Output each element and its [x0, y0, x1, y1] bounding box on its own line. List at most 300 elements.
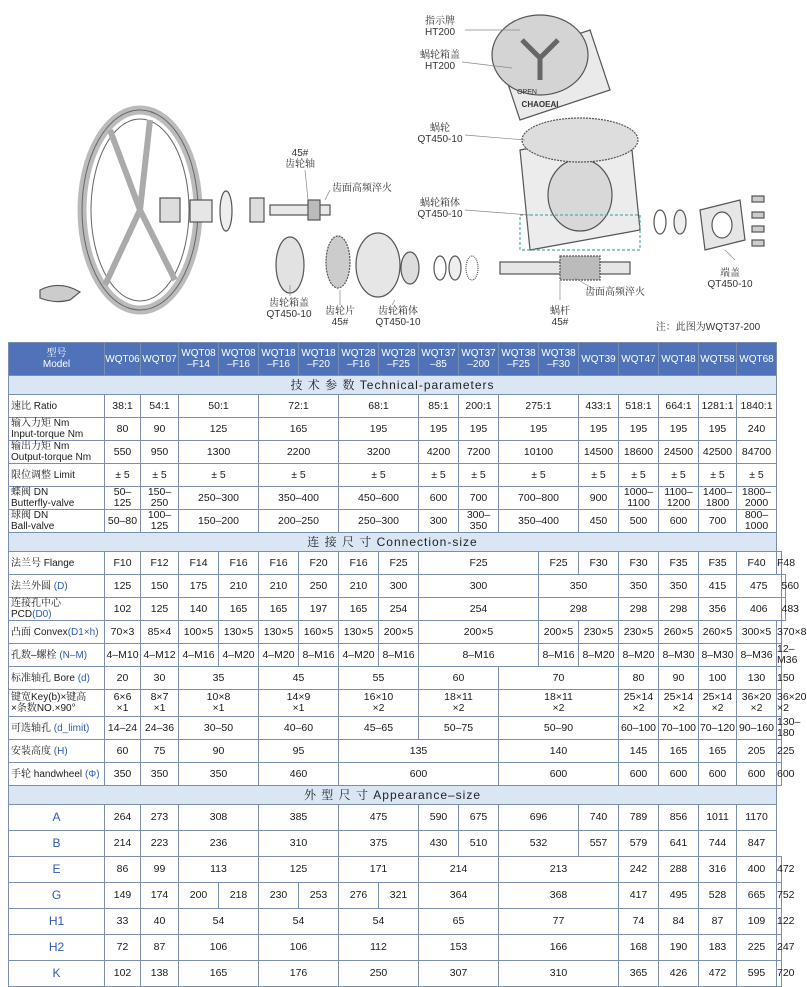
label-quench-2: 齿面高频淬火 [585, 287, 645, 298]
gear-plate-part [326, 236, 350, 288]
cell: 600 [659, 510, 699, 533]
cell: 789 [619, 805, 659, 831]
cell: 430 [419, 831, 459, 857]
cell: 4–M10 [105, 644, 141, 667]
cell: 54 [259, 909, 339, 935]
row-label: 球阀 DN Ball-valve [9, 510, 105, 533]
cell: 150 [141, 575, 179, 598]
cell: F35 [659, 552, 699, 575]
cell: 518:1 [619, 395, 659, 418]
header-cell: WQT58 [699, 343, 737, 376]
cell: 950 [141, 441, 179, 464]
cell: 600 [499, 763, 619, 786]
cell: 54 [179, 909, 259, 935]
label-symbol: (D1×h) [67, 626, 99, 638]
cell: 250 [339, 961, 419, 987]
cell: ± 5 [141, 464, 179, 487]
section-title: 外 型 尺 寸 Appearance–size [9, 786, 777, 805]
cell: 223 [141, 831, 179, 857]
cell: 406 [737, 598, 782, 621]
section-title: 连 接 尺 寸 Connection-size [9, 533, 777, 552]
cell: 38:1 [105, 395, 141, 418]
cell: 50–90 [499, 717, 619, 740]
row-bolt [9, 644, 786, 667]
cell: 300 [379, 575, 419, 598]
header-cell: WQT37 –200 [459, 343, 499, 376]
cell: 590 [419, 805, 459, 831]
row-label: 输出力矩 Nm Output-torque Nm [9, 441, 105, 464]
cell: 102 [105, 598, 141, 621]
label-worm-cover-en: HT200 [424, 61, 456, 72]
cell: 230 [259, 883, 299, 909]
cell: 90 [179, 740, 259, 763]
cell: 70–100 [659, 717, 699, 740]
cell: 740 [579, 805, 619, 831]
cell: 153 [419, 935, 499, 961]
cell: 600 [737, 763, 777, 786]
row-output-torque [9, 441, 786, 464]
header-cell: WQT39 [579, 343, 619, 376]
cell: 165 [699, 740, 737, 763]
cell: 744 [699, 831, 737, 857]
cell: 752 [777, 883, 782, 909]
cell: 195 [339, 418, 419, 441]
cell: 42500 [699, 441, 737, 464]
cell: F25 [379, 552, 419, 575]
label-text: 凸面 Convex [11, 626, 68, 638]
cell: 8–M16 [299, 644, 339, 667]
exploded-view-diagram [0, 0, 790, 340]
cell: 195 [459, 418, 499, 441]
cell: F48 [777, 552, 782, 575]
cell: 36×20 ×2 [777, 690, 782, 717]
label-symbol: (d_limit) [53, 722, 90, 734]
cell: 230×5 [619, 621, 659, 644]
row-label: H1 [9, 909, 105, 935]
cell: 6×6 ×1 [105, 690, 141, 717]
section-title: 技 术 参 数 Technical-parameters [9, 376, 777, 395]
label-gear-cover-en: QT450-10 [266, 309, 312, 320]
cell: 450–600 [339, 487, 419, 510]
label-worm-en: 45# [551, 317, 569, 328]
cell: 300 [419, 575, 539, 598]
cell: 160×5 [299, 621, 339, 644]
cell: ± 5 [659, 464, 699, 487]
cell: 8–M20 [619, 644, 659, 667]
row-B [9, 831, 786, 857]
cell: 150–200 [179, 510, 259, 533]
label-indicator-cn: 指示牌 [425, 16, 455, 27]
cell: 475 [737, 575, 782, 598]
brand-text: CHAOEAI [521, 100, 559, 109]
cell: 3200 [339, 441, 419, 464]
cell: 415 [699, 575, 737, 598]
cell: 112 [339, 935, 419, 961]
cell: 510 [459, 831, 499, 857]
cell: 10×8 ×1 [179, 690, 259, 717]
row-label [9, 575, 105, 598]
row-bore [9, 667, 786, 690]
row-label: 速比 Ratio [9, 395, 105, 418]
cell: 109 [737, 909, 777, 935]
cell: 25×14 ×2 [619, 690, 659, 717]
cell: F14 [179, 552, 219, 575]
row-K [9, 961, 786, 987]
cell: 230×5 [579, 621, 619, 644]
cell: 130×5 [339, 621, 379, 644]
cell: 350 [105, 763, 141, 786]
cell: ± 5 [105, 464, 141, 487]
cell: 165 [259, 598, 299, 621]
cell: 80 [105, 418, 141, 441]
cell: 276 [339, 883, 379, 909]
cell: 8–M16 [379, 644, 419, 667]
row-label: A [9, 805, 105, 831]
cell: 50–75 [419, 717, 499, 740]
cell: 433:1 [579, 395, 619, 418]
row-limit [9, 464, 786, 487]
cell: ± 5 [499, 464, 579, 487]
cell: 84 [659, 909, 699, 935]
cell: ± 5 [339, 464, 419, 487]
cell: 100×5 [179, 621, 219, 644]
cell: 14–24 [105, 717, 141, 740]
cell: F30 [579, 552, 619, 575]
cell: 145 [619, 740, 659, 763]
row-flange-od [9, 575, 786, 598]
label-symbol: (d) [77, 672, 90, 684]
label-worm-wheel-cn: 蜗轮 [430, 123, 450, 134]
row-height [9, 740, 786, 763]
cell: 675 [459, 805, 499, 831]
cell: 300– 350 [459, 510, 499, 533]
cell: 8–M36 [737, 644, 777, 667]
row-key [9, 690, 786, 717]
cell: F25 [539, 552, 579, 575]
label-worm-wheel-en: QT450-10 [417, 134, 463, 145]
cell: 236 [179, 831, 259, 857]
cell: 700 [459, 487, 499, 510]
label-gear-plate-en: 45# [331, 317, 349, 328]
cell: 8–M30 [699, 644, 737, 667]
cell: 74 [619, 909, 659, 935]
label-text: 法兰外圆 [11, 580, 54, 592]
cell: 664:1 [659, 395, 699, 418]
cell: 472 [699, 961, 737, 987]
label-quench-1: 齿面高频淬火 [332, 183, 392, 194]
cell: 300 [419, 510, 459, 533]
cell: 165 [659, 740, 699, 763]
row-label [9, 598, 105, 621]
cell: 14×9 ×1 [259, 690, 339, 717]
header-cell: WQT18 –F20 [299, 343, 339, 376]
cell: 90 [141, 418, 179, 441]
cell: 8–M30 [659, 644, 699, 667]
cell: 130–180 [777, 716, 801, 739]
cell: 253 [299, 883, 339, 909]
cell: 900 [579, 487, 619, 510]
cell: 210 [259, 575, 299, 598]
cell: ± 5 [179, 464, 259, 487]
cell: 800– 1000 [737, 510, 777, 533]
row-label: E [9, 857, 105, 883]
cell: 130 [737, 667, 777, 690]
gear-shaft-part [270, 205, 330, 215]
cell: 50–80 [105, 510, 141, 533]
cell: 18×11 ×2 [419, 690, 499, 717]
cell: 100 [699, 667, 737, 690]
cell: 600 [619, 763, 659, 786]
cell: 25×14 ×2 [699, 690, 737, 717]
cell: 70 [499, 667, 619, 690]
cell: 210 [339, 575, 379, 598]
header-cell: WQT37 –85 [419, 343, 459, 376]
cell: 24500 [659, 441, 699, 464]
row-H2 [9, 935, 786, 961]
cell: 1400– 1800 [699, 487, 737, 510]
cell: 275:1 [499, 395, 579, 418]
row-dlimit [9, 717, 786, 740]
cell: 264 [105, 805, 141, 831]
cell: 87 [699, 909, 737, 935]
cell: 168 [619, 935, 659, 961]
header-cell: WQT38 –F30 [539, 343, 579, 376]
cell: 316 [699, 857, 737, 883]
cell: 50:1 [179, 395, 259, 418]
cell: 45–65 [339, 717, 419, 740]
cell: 4–M20 [339, 644, 379, 667]
header-row [9, 343, 786, 376]
label-worm-box-en: QT450-10 [417, 209, 463, 220]
cell: 113 [179, 857, 259, 883]
cell: F30 [619, 552, 659, 575]
label-text: 手轮 handwheel [11, 768, 85, 780]
cell: 54 [339, 909, 419, 935]
cell: 200–250 [259, 510, 339, 533]
cell: 86 [105, 857, 141, 883]
cell: 365 [619, 961, 659, 987]
cell: 174 [141, 883, 179, 909]
cell: 4–M20 [259, 644, 299, 667]
cell: F35 [699, 552, 737, 575]
label-text: 可选轴孔 [11, 722, 54, 734]
cell: 150 [777, 667, 782, 690]
gear-box-part [356, 233, 400, 297]
cell: 1840:1 [737, 395, 777, 418]
row-label: 法兰号 Flange [9, 552, 105, 575]
cell: 197 [299, 598, 339, 621]
row-label: 蝶阀 DN Butterfly-valve [9, 487, 105, 510]
label-symbol: (D0) [32, 609, 52, 620]
cell: 90–160 [737, 717, 777, 740]
cell: 460 [259, 763, 339, 786]
cell: 80 [619, 667, 659, 690]
cell: 250–300 [179, 487, 259, 510]
header-cell: WQT28 –F16 [339, 343, 379, 376]
cell: 33 [105, 909, 141, 935]
cell: ± 5 [699, 464, 737, 487]
cell: 350 [659, 575, 699, 598]
cell: 1100– 1200 [659, 487, 699, 510]
row-label [9, 763, 105, 786]
cell: 600 [777, 763, 782, 786]
cell: 213 [499, 857, 619, 883]
label-symbol: (H) [53, 745, 68, 757]
row-label: K [9, 961, 105, 987]
row-label [9, 717, 105, 740]
cell: 84700 [737, 441, 777, 464]
cell: 85×4 [141, 621, 179, 644]
cell: 532 [499, 831, 579, 857]
label-text: 连接孔中心 PCD [11, 598, 61, 620]
cell: 100– 125 [141, 510, 179, 533]
cell: 696 [499, 805, 579, 831]
cell: 847 [737, 831, 777, 857]
cell: 254 [419, 598, 539, 621]
cell: F20 [299, 552, 339, 575]
cell: 579 [619, 831, 659, 857]
cell: 260×5 [659, 621, 699, 644]
section-technical [9, 376, 786, 395]
header-cell: WQT38 –F25 [499, 343, 539, 376]
open-text: OPEN [517, 89, 537, 96]
spec-table-container [8, 342, 807, 987]
cell: 856 [659, 805, 699, 831]
cell: 8–M16 [419, 644, 539, 667]
cell: 310 [499, 961, 619, 987]
cell: 700 [699, 510, 737, 533]
cell: 368 [499, 883, 619, 909]
cell: 195 [619, 418, 659, 441]
cell: 200×5 [419, 621, 539, 644]
cell: 310 [259, 831, 339, 857]
row-A [9, 805, 786, 831]
cell: 350 [619, 575, 659, 598]
cell: 195 [699, 418, 737, 441]
cell: 14500 [579, 441, 619, 464]
cell: 375 [339, 831, 419, 857]
cell: 450 [579, 510, 619, 533]
header-cell: WQT47 [619, 343, 659, 376]
handwheel-knob [40, 285, 80, 301]
row-convex [9, 621, 786, 644]
cell: 364 [419, 883, 499, 909]
header-cell: WQT08 –F16 [219, 343, 259, 376]
cell: 2200 [259, 441, 339, 464]
cell: 106 [259, 935, 339, 961]
cell: 166 [499, 935, 619, 961]
cell: 1000– 1100 [619, 487, 659, 510]
cell: 247 [777, 935, 782, 961]
cell: 472 [777, 857, 782, 883]
gear-cover-part [276, 237, 304, 293]
label-symbol: (Φ) [84, 768, 100, 780]
cell: 1281:1 [699, 395, 737, 418]
cell: 72:1 [259, 395, 339, 418]
row-pcd [9, 598, 786, 621]
cell: 35 [179, 667, 259, 690]
cell: 254 [379, 598, 419, 621]
cell: 600 [419, 487, 459, 510]
row-E [9, 857, 786, 883]
cell: 70–120 [699, 717, 737, 740]
header-cell: WQT28 –F25 [379, 343, 419, 376]
cell: 122 [777, 909, 782, 935]
row-label [9, 644, 105, 667]
cell: 600 [699, 763, 737, 786]
label-gear-box-en: QT450-10 [375, 317, 421, 328]
cell: 665 [737, 883, 777, 909]
cell: 70×3 [105, 621, 141, 644]
cell: 300×5 [737, 621, 777, 644]
cell: 218 [219, 883, 259, 909]
cell: 75 [141, 740, 179, 763]
label-gear-cover-cn: 齿轮箱盖 [269, 298, 309, 309]
cell: 641 [659, 831, 699, 857]
label-gear-plate-cn: 齿轮片 [325, 306, 355, 317]
cell: 260×5 [699, 621, 737, 644]
cell: 600 [339, 763, 499, 786]
cell: 60 [105, 740, 141, 763]
cell: 10100 [499, 441, 579, 464]
label-end-cover-cn: 端盖 [720, 268, 740, 279]
row-label [9, 621, 105, 644]
cell: F12 [141, 552, 179, 575]
cell: 40–60 [259, 717, 339, 740]
cell: 385 [259, 805, 339, 831]
worm-wheel-part [522, 118, 638, 162]
cell: 200×5 [379, 621, 419, 644]
cell: 370×8 [777, 621, 782, 644]
cell: 225 [777, 740, 782, 763]
cell: 125 [141, 598, 179, 621]
cell: 350 [179, 763, 259, 786]
cell: 350–400 [499, 510, 579, 533]
cell: 4200 [419, 441, 459, 464]
cell: 4–M20 [219, 644, 259, 667]
header-cell: WQT07 [141, 343, 179, 376]
cell: 25×14 ×2 [659, 690, 699, 717]
cell: 175 [179, 575, 219, 598]
row-H1 [9, 909, 786, 935]
cell: 321 [379, 883, 419, 909]
cell: 60–100 [619, 717, 659, 740]
cell: 700–800 [499, 487, 579, 510]
cell: 40 [141, 909, 179, 935]
row-label: 限位调整 Limit [9, 464, 105, 487]
diagram-note: 注：此图为WQT37-200 [655, 322, 761, 333]
cell: 4–M16 [179, 644, 219, 667]
cell: 7200 [459, 441, 499, 464]
cell: 60 [419, 667, 499, 690]
cell: 140 [179, 598, 219, 621]
cell: 85:1 [419, 395, 459, 418]
cell: 550 [105, 441, 141, 464]
cell: 1800– 2000 [737, 487, 777, 510]
section-appearance [9, 786, 786, 805]
row-ball-valve [9, 510, 786, 533]
cell: 195 [579, 418, 619, 441]
cell: 183 [699, 935, 737, 961]
cell: ± 5 [259, 464, 339, 487]
cell: ± 5 [579, 464, 619, 487]
label-text: 安装高度 [11, 745, 54, 757]
cell: 426 [659, 961, 699, 987]
row-label: G [9, 883, 105, 909]
cell: 273 [141, 805, 179, 831]
cell: 242 [619, 857, 659, 883]
cell: 18600 [619, 441, 659, 464]
